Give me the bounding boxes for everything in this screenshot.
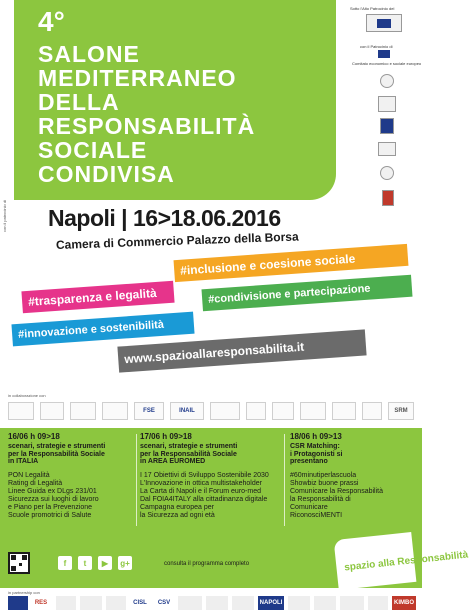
column-divider bbox=[284, 434, 285, 526]
program-day-3 bbox=[290, 432, 416, 520]
day-2-topics: I 17 Obiettivi di Sviluppo Sostenibile 2030 L'Innovazione in ottica multistakeholder La Carta di Napoli e il Forum euro-med Dal FOIA4ITALY alla cittadinanza digitale Campagna europea per la Sicurezza ad ogni età bbox=[140, 471, 269, 519]
partner-logo bbox=[368, 596, 388, 610]
ministry-seal-icon bbox=[380, 74, 394, 88]
partner-logo bbox=[8, 596, 28, 610]
day-1-topics: PON Legalità Rating di Legalità Linee Guida ex DLgs 231/01 Sicurezza sui luoghi di lavoro e Piano per la Prevenzione Scuole promotrici di Salute bbox=[8, 471, 99, 519]
partner-logo bbox=[56, 596, 76, 610]
european-parliament-logo bbox=[366, 14, 402, 32]
day-1-subtitle: scenari, strategie e strumenti per la Responsabilità Sociale in ITALIA bbox=[8, 443, 106, 465]
partner-logo bbox=[232, 596, 254, 610]
hashtag-condivisione: #condivisione e partecipazione bbox=[201, 275, 412, 312]
partner-logo bbox=[206, 596, 228, 610]
side-caption: con il patrocinio di bbox=[2, 200, 7, 233]
partner-logo bbox=[272, 402, 294, 420]
partner-logo bbox=[340, 596, 364, 610]
res-logo: RES bbox=[34, 600, 48, 606]
website-link[interactable]: www.spazioallaresponsabilita.it bbox=[117, 329, 366, 372]
institution-seal-icon bbox=[380, 166, 394, 180]
hashtag-trasparenza: #trasparenza e legalità bbox=[21, 281, 174, 314]
partner-logo bbox=[332, 402, 356, 420]
day-3-subtitle: CSR Matching: i Protagonisti si presentano bbox=[290, 443, 343, 465]
brand-logo: spazio alla Responsabilità bbox=[343, 549, 469, 574]
partner-logo bbox=[210, 402, 240, 420]
venue: Camera di Commercio Palazzo della Borsa bbox=[55, 229, 299, 252]
patronage-label-3: Comitato economico e sociale europeo bbox=[352, 61, 422, 66]
region-crest-icon bbox=[380, 118, 394, 134]
patronage-label-2: con il Patrocinio di bbox=[360, 44, 393, 49]
csv-logo: CSV bbox=[157, 600, 171, 606]
partner-logo bbox=[246, 402, 266, 420]
partner-logo bbox=[80, 596, 102, 610]
institution-logo bbox=[378, 142, 396, 156]
day-2-header: 17/06 h 09>18 bbox=[140, 432, 192, 441]
day-1-header: 16/06 h 09>18 bbox=[8, 432, 60, 441]
googleplus-icon[interactable]: g+ bbox=[118, 556, 132, 570]
column-divider bbox=[136, 434, 137, 526]
partner-logo bbox=[288, 596, 310, 610]
fse-logo: FSE bbox=[134, 402, 164, 420]
kimbo-logo: KIMBO bbox=[392, 596, 416, 610]
city-dates bbox=[48, 205, 281, 232]
day-2-subtitle: scenari, strategie e strumenti per la Responsabilità Sociale in AREA EUROMED bbox=[140, 443, 238, 465]
day-3-header: 18/06 h 09>13 bbox=[290, 432, 342, 441]
partnership-label: in partnership con bbox=[8, 590, 40, 595]
event-dates: 16>18.06.2016 bbox=[133, 205, 281, 231]
institution-logo bbox=[378, 96, 396, 112]
partner-logo bbox=[362, 402, 382, 420]
cisl-logo: CISL bbox=[133, 600, 147, 606]
partner-logo bbox=[70, 402, 96, 420]
separator-glyph: | bbox=[121, 205, 133, 231]
partner-logo bbox=[40, 402, 64, 420]
qr-code-icon[interactable] bbox=[8, 552, 30, 574]
partner-logo bbox=[300, 402, 326, 420]
title-line: SALONE bbox=[38, 41, 140, 67]
title-line: MEDITERRANEO bbox=[38, 65, 237, 91]
partner-logo bbox=[102, 402, 128, 420]
program-day-1 bbox=[8, 432, 134, 520]
collaboration-label: in collaborazione con bbox=[8, 393, 46, 398]
srm-logo: SRM bbox=[388, 402, 414, 420]
partner-logo bbox=[314, 596, 336, 610]
title-line: RESPONSABILITÀ bbox=[38, 113, 256, 139]
partner-logo bbox=[178, 596, 202, 610]
event-title bbox=[38, 42, 255, 186]
day-3-topics: #60minutiperlascuola Showbiz buone prassi Comunicare la Responsabilità la Responsabilità di Comunicare RiconosciMENTI bbox=[290, 471, 383, 519]
partner-logo bbox=[8, 402, 34, 420]
title-line: DELLA bbox=[38, 89, 120, 115]
partner-logo bbox=[106, 596, 126, 610]
youtube-icon[interactable]: ▶ bbox=[98, 556, 112, 570]
title-line: CONDIVISA bbox=[38, 161, 175, 187]
twitter-icon[interactable]: t bbox=[78, 556, 92, 570]
hashtag-innovazione: #innovazione e sostenibilità bbox=[11, 312, 194, 347]
patronage-label-1: Sotto l'Alto Patrocinio del bbox=[350, 6, 395, 11]
title-line: SOCIALE bbox=[38, 137, 148, 163]
hashtag-inclusione: #inclusione e coesione sociale bbox=[174, 244, 409, 282]
program-day-2 bbox=[140, 432, 282, 520]
city: Napoli bbox=[48, 205, 116, 231]
program-link[interactable]: consulta il programma completo bbox=[164, 561, 250, 567]
napoli-logo: NAPOLI bbox=[258, 596, 284, 610]
city-crest-icon bbox=[382, 190, 394, 206]
facebook-icon[interactable]: f bbox=[58, 556, 72, 570]
eu-flag-icon bbox=[378, 50, 390, 58]
edition-number: 4° bbox=[38, 6, 65, 37]
inail-logo: INAIL bbox=[170, 402, 204, 420]
